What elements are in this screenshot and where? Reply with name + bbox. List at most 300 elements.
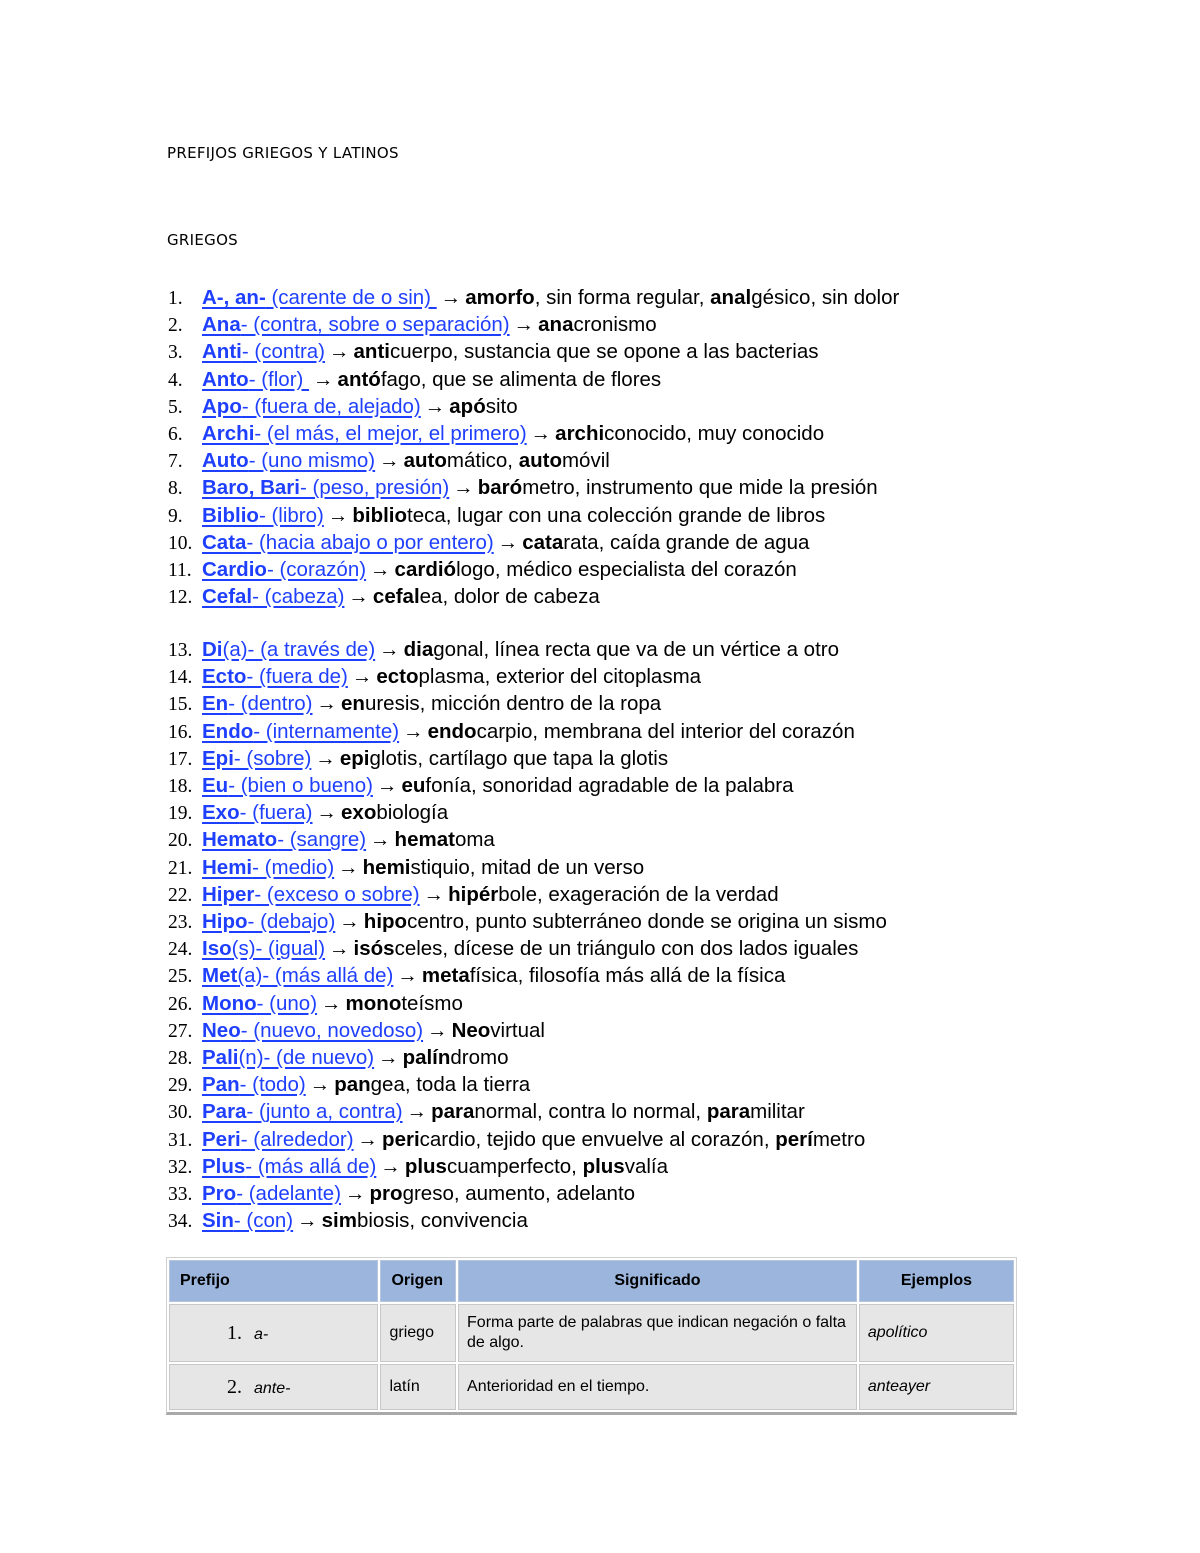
prefix-meaning: - (adelante) bbox=[236, 1182, 342, 1205]
arrow-icon: → bbox=[424, 394, 446, 418]
example-rest: carpio, membrana del interior del corazón bbox=[476, 719, 855, 743]
example-root: en bbox=[341, 692, 365, 716]
arrow-icon: → bbox=[327, 503, 349, 527]
prefix-meaning: - (con) bbox=[233, 1209, 294, 1233]
example-rest: dromo bbox=[450, 1046, 509, 1069]
example-root: meta bbox=[421, 964, 470, 988]
example-text bbox=[354, 937, 859, 960]
prefix-link[interactable] bbox=[202, 1046, 374, 1069]
prefix-link[interactable] bbox=[202, 286, 437, 309]
item-number: 27. bbox=[168, 1020, 193, 1042]
example-rest-2: gésico, sin dolor bbox=[751, 286, 900, 309]
arrow-icon: → bbox=[513, 313, 535, 337]
item-number: 17. bbox=[168, 748, 193, 770]
example-rest-2: móvil bbox=[561, 449, 610, 473]
arrow-icon: → bbox=[406, 1100, 428, 1124]
example-root: auto bbox=[403, 449, 447, 473]
item-number: 18. bbox=[168, 776, 193, 797]
example-root-2: auto bbox=[518, 449, 562, 473]
example-text bbox=[431, 1100, 805, 1123]
example-rest-2: militar bbox=[750, 1100, 805, 1124]
list-item bbox=[168, 1126, 865, 1153]
prefix-term: A-, an- bbox=[202, 286, 266, 309]
prefix-meaning: - (contra, sobre o separación) bbox=[240, 313, 510, 337]
prefix-link[interactable] bbox=[202, 937, 325, 960]
prefix-meaning: - (cabeza) bbox=[252, 585, 345, 609]
example-rest: celes, dícese de un triángulo con dos lados iguales bbox=[394, 937, 859, 961]
arrow-icon: → bbox=[297, 1209, 318, 1233]
example-root: cata bbox=[522, 530, 564, 554]
prefix-term: Anti bbox=[202, 340, 242, 364]
item-number: 25. bbox=[168, 966, 193, 988]
prefix-meaning: - (peso, presión) bbox=[299, 476, 450, 500]
prefix-link[interactable] bbox=[202, 774, 373, 797]
example-text bbox=[354, 340, 819, 363]
example-text bbox=[465, 286, 899, 309]
prefix-link[interactable] bbox=[202, 910, 335, 933]
prefix-cell bbox=[169, 1364, 378, 1410]
example-rest: metro, instrumento que mide la presión bbox=[522, 476, 878, 500]
example-rest: logo, médico especialista del corazón bbox=[456, 558, 797, 581]
item-number: 29. bbox=[168, 1075, 193, 1097]
item-number: 32. bbox=[168, 1156, 193, 1178]
prefix-meaning: - (contra) bbox=[241, 340, 326, 364]
prefix-term: Cefal bbox=[202, 585, 253, 609]
section-heading: GRIEGOS bbox=[167, 231, 238, 249]
list-item bbox=[168, 338, 818, 365]
arrow-icon: → bbox=[351, 665, 373, 689]
arrow-icon: → bbox=[329, 340, 350, 364]
list-item bbox=[168, 420, 824, 447]
example-root-2: anal bbox=[710, 286, 752, 309]
prefix-link[interactable] bbox=[202, 531, 494, 554]
prefix-link[interactable] bbox=[202, 368, 309, 391]
prefix-meaning: - (uno mismo) bbox=[248, 449, 376, 473]
example-text bbox=[376, 665, 701, 688]
item-number: 21. bbox=[168, 857, 193, 879]
example-text bbox=[395, 828, 495, 851]
example-rest: , sin forma regular, bbox=[534, 286, 711, 309]
example-root: cefal bbox=[372, 585, 420, 609]
example-rest-2: metro bbox=[812, 1127, 866, 1151]
prefix-cell bbox=[169, 1304, 378, 1362]
header-origin: Origen bbox=[380, 1260, 456, 1302]
example-root: plus bbox=[404, 1154, 447, 1178]
prefix-term: Hemi bbox=[202, 855, 253, 879]
example-root-2: plus bbox=[582, 1154, 625, 1178]
example-root: palín bbox=[402, 1046, 451, 1069]
prefix-link[interactable] bbox=[202, 1209, 293, 1232]
prefix-meaning: (n)- (de nuevo) bbox=[238, 1046, 375, 1069]
table-row bbox=[169, 1304, 1014, 1362]
item-number: 8. bbox=[168, 478, 183, 500]
item-number: 12. bbox=[168, 587, 193, 609]
example-text bbox=[334, 1073, 530, 1096]
example-root: exo bbox=[341, 801, 377, 825]
example-root: pro bbox=[369, 1182, 403, 1205]
prefix-link[interactable] bbox=[202, 1100, 403, 1123]
item-number: 28. bbox=[168, 1048, 193, 1069]
prefix-term: Hemato bbox=[202, 828, 278, 852]
prefix-meaning: (a)- (más allá de) bbox=[237, 964, 394, 988]
header-examples: Ejemplos bbox=[859, 1260, 1014, 1302]
arrow-icon: → bbox=[329, 937, 350, 961]
header-prefix: Prefijo bbox=[169, 1260, 378, 1302]
prefix-link[interactable] bbox=[202, 1155, 376, 1178]
prefix-meaning: - (alrededor) bbox=[240, 1127, 354, 1151]
example-rest: normal, contra lo normal, bbox=[474, 1100, 707, 1124]
example-root: cardió bbox=[394, 558, 457, 581]
row-number: 1. bbox=[227, 1321, 242, 1344]
list-item bbox=[168, 908, 887, 935]
example-root: eu bbox=[401, 774, 426, 797]
list-item bbox=[168, 990, 463, 1017]
table-row bbox=[169, 1364, 1014, 1410]
example-text bbox=[405, 1155, 668, 1178]
item-number: 16. bbox=[168, 721, 193, 743]
table-header-row bbox=[169, 1260, 1014, 1302]
example-rest: física, filosofía más allá de la física bbox=[469, 964, 786, 988]
example-root: endo bbox=[427, 719, 477, 743]
prefix-link[interactable] bbox=[202, 585, 344, 608]
example-root: antó bbox=[337, 367, 381, 391]
example-text bbox=[352, 504, 825, 527]
prefix-term: Epi bbox=[202, 746, 234, 770]
prefix-term: Di bbox=[202, 638, 223, 661]
prefix-term: Pro bbox=[202, 1182, 237, 1205]
example-text bbox=[538, 313, 657, 336]
arrow-icon: → bbox=[530, 422, 552, 445]
list-item bbox=[168, 311, 657, 338]
prefix-link[interactable] bbox=[202, 1019, 423, 1042]
origin-cell: griego bbox=[380, 1304, 456, 1362]
example-rest: cuamperfecto, bbox=[446, 1154, 583, 1178]
example-cell: anteayer bbox=[859, 1364, 1014, 1410]
prefix-link[interactable] bbox=[202, 964, 393, 987]
list-item bbox=[168, 393, 518, 420]
example-root: hemat bbox=[394, 828, 455, 852]
prefix-meaning: - (más allá de) bbox=[245, 1154, 377, 1178]
example-rest: fago, que se alimenta de flores bbox=[380, 367, 662, 391]
list-item bbox=[168, 1207, 528, 1234]
example-root-2: para bbox=[706, 1100, 751, 1124]
prefix-term: Eu bbox=[202, 774, 229, 797]
prefix-table bbox=[166, 1257, 1017, 1415]
example-root: pan bbox=[334, 1073, 371, 1097]
list-item bbox=[168, 663, 701, 690]
prefix-link[interactable] bbox=[202, 504, 324, 527]
arrow-icon: → bbox=[403, 719, 424, 743]
item-number: 24. bbox=[168, 939, 193, 961]
example-root-2: perí bbox=[775, 1127, 813, 1151]
prefix-link[interactable] bbox=[202, 340, 325, 363]
example-root: baró bbox=[477, 476, 523, 500]
list-item bbox=[168, 826, 495, 853]
prefix-meaning: - (debajo) bbox=[247, 910, 336, 933]
prefix-term: Apo bbox=[202, 394, 242, 418]
example-text bbox=[340, 747, 668, 770]
prefix-term: Met bbox=[202, 964, 238, 988]
prefix-meaning: - (fuera) bbox=[239, 801, 313, 825]
list-item bbox=[168, 1017, 545, 1044]
example-text bbox=[401, 774, 793, 797]
item-number: 20. bbox=[168, 830, 193, 852]
example-rest: sito bbox=[485, 394, 518, 418]
prefix-term: Anto bbox=[202, 367, 249, 391]
example-rest-2: valía bbox=[624, 1154, 669, 1178]
example-rest: glotis, cartílago que tapa la glotis bbox=[369, 746, 669, 770]
example-text bbox=[522, 531, 809, 554]
list-item bbox=[168, 799, 448, 826]
item-number: 2. bbox=[168, 315, 183, 337]
arrow-icon: → bbox=[379, 449, 400, 473]
prefix-meaning: - (exceso o sobre) bbox=[254, 882, 420, 906]
arrow-icon: → bbox=[380, 1154, 401, 1178]
example-text bbox=[478, 476, 878, 499]
example-rest: biología bbox=[376, 801, 449, 825]
example-text bbox=[422, 964, 785, 987]
example-rest: biosis, convivencia bbox=[356, 1209, 528, 1233]
example-text bbox=[449, 395, 517, 418]
list-item bbox=[168, 502, 825, 529]
prefix-term: En bbox=[202, 692, 229, 716]
prefix-link[interactable] bbox=[202, 422, 527, 445]
prefix-link[interactable] bbox=[202, 558, 366, 581]
item-number: 23. bbox=[168, 912, 193, 933]
arrow-icon: → bbox=[453, 476, 474, 500]
example-rest: fonía, sonoridad agradable de la palabra bbox=[425, 774, 794, 797]
prefix-meaning: - (nuevo, novedoso) bbox=[240, 1018, 424, 1042]
example-text bbox=[322, 1209, 528, 1232]
prefix-term: Sin bbox=[202, 1209, 234, 1233]
example-root: Neo bbox=[451, 1018, 491, 1042]
list-item bbox=[168, 1071, 530, 1098]
example-root: peri bbox=[382, 1127, 420, 1151]
item-number: 33. bbox=[168, 1184, 193, 1205]
example-root: ecto bbox=[376, 665, 419, 689]
prefix-meaning: - (todo) bbox=[239, 1073, 306, 1097]
example-text bbox=[395, 558, 797, 581]
arrow-icon: → bbox=[313, 367, 334, 391]
prefix-term: Plus bbox=[202, 1154, 246, 1178]
list-item bbox=[168, 474, 878, 501]
prefix-link[interactable] bbox=[202, 665, 348, 688]
item-number: 10. bbox=[168, 532, 193, 554]
prefix-link[interactable] bbox=[202, 856, 334, 879]
arrow-icon: → bbox=[315, 746, 336, 770]
origin-cell: latín bbox=[380, 1364, 456, 1410]
arrow-icon: → bbox=[376, 774, 398, 797]
item-number: 9. bbox=[168, 505, 183, 527]
item-number: 11. bbox=[168, 560, 192, 581]
example-rest: bole, exageración de la verdad bbox=[498, 882, 779, 906]
example-root: apó bbox=[449, 394, 486, 418]
prefix-link[interactable] bbox=[202, 747, 311, 770]
item-number: 1. bbox=[168, 288, 183, 309]
list-item bbox=[168, 556, 797, 583]
prefix-meaning: - (libro) bbox=[258, 503, 324, 527]
example-text bbox=[341, 692, 661, 715]
prefix-link[interactable] bbox=[202, 1182, 341, 1205]
prefix-meaning: - (sangre) bbox=[277, 828, 367, 852]
arrow-icon: → bbox=[357, 1127, 379, 1151]
prefix-text: a- bbox=[254, 1325, 269, 1343]
prefix-term: Hiper bbox=[202, 882, 255, 906]
list-item bbox=[168, 881, 779, 908]
prefix-link[interactable] bbox=[202, 1128, 354, 1151]
prefix-term: Cata bbox=[202, 530, 247, 554]
prefix-link[interactable] bbox=[202, 1073, 306, 1096]
prefix-meaning: - (dentro) bbox=[228, 692, 313, 716]
prefix-link[interactable] bbox=[202, 692, 313, 715]
prefix-meaning: - (uno) bbox=[256, 991, 318, 1015]
meaning-cell: Forma parte de palabras que indican negación o falta de algo. bbox=[458, 1304, 857, 1362]
example-root: epi bbox=[339, 746, 370, 770]
prefix-meaning: - (junto a, contra) bbox=[246, 1100, 403, 1124]
example-rest: mático, bbox=[446, 449, 519, 473]
example-root: mono bbox=[345, 991, 402, 1015]
example-text bbox=[555, 422, 824, 445]
prefix-link[interactable] bbox=[202, 395, 421, 418]
arrow-icon: → bbox=[370, 558, 391, 581]
arrow-icon: → bbox=[348, 585, 369, 609]
item-number: 15. bbox=[168, 694, 193, 716]
prefix-meaning: - (bien o bueno) bbox=[228, 774, 373, 797]
example-text bbox=[341, 801, 448, 824]
example-root: archi bbox=[555, 422, 605, 445]
item-number: 30. bbox=[168, 1102, 193, 1124]
arrow-icon: → bbox=[345, 1182, 366, 1205]
prefix-link[interactable] bbox=[202, 992, 317, 1015]
list-item bbox=[168, 1098, 805, 1125]
arrow-icon: → bbox=[440, 286, 462, 309]
example-root: hipo bbox=[363, 910, 408, 933]
prefix-term: Para bbox=[202, 1100, 247, 1124]
list-item bbox=[168, 1153, 668, 1180]
arrow-icon: → bbox=[316, 692, 338, 716]
prefix-text: ante- bbox=[254, 1379, 291, 1397]
arrow-icon: → bbox=[316, 801, 338, 825]
list-item bbox=[168, 636, 839, 663]
item-number: 26. bbox=[168, 993, 193, 1015]
list-item bbox=[168, 962, 785, 989]
meaning-cell: Anterioridad en el tiempo. bbox=[458, 1364, 857, 1410]
prefix-meaning: (carente de o sin) bbox=[265, 286, 437, 309]
example-root: hipér bbox=[448, 882, 499, 906]
example-text bbox=[404, 638, 839, 661]
example-rest: uresis, micción dentro de la ropa bbox=[364, 692, 662, 716]
arrow-icon: → bbox=[397, 964, 418, 988]
item-number: 3. bbox=[168, 342, 183, 364]
example-text bbox=[370, 1182, 636, 1205]
list-item bbox=[168, 583, 600, 610]
list-item bbox=[168, 366, 661, 393]
example-rest: virtual bbox=[490, 1018, 545, 1042]
prefix-link[interactable] bbox=[202, 638, 375, 661]
prefix-link[interactable] bbox=[202, 313, 510, 336]
list-item bbox=[168, 745, 668, 772]
example-rest: cardio, tejido que envuelve al corazón, bbox=[419, 1127, 776, 1151]
example-rest: gea, toda la tierra bbox=[370, 1073, 531, 1097]
example-text bbox=[346, 992, 463, 1015]
example-rest: greso, aumento, adelanto bbox=[402, 1182, 636, 1205]
item-number: 7. bbox=[168, 451, 183, 473]
prefix-link[interactable] bbox=[202, 828, 366, 851]
prefix-meaning: - (sobre) bbox=[233, 746, 312, 770]
prefix-link[interactable] bbox=[202, 449, 375, 472]
list-item bbox=[168, 772, 794, 799]
arrow-icon: → bbox=[379, 638, 400, 661]
prefix-term: Archi bbox=[202, 422, 255, 445]
example-text bbox=[428, 720, 855, 743]
list-item bbox=[168, 1180, 635, 1207]
example-text bbox=[373, 585, 600, 608]
prefix-term: Pan bbox=[202, 1073, 240, 1097]
prefix-term: Iso bbox=[202, 937, 232, 961]
item-number: 34. bbox=[168, 1211, 193, 1233]
example-text bbox=[448, 883, 779, 906]
prefix-link[interactable] bbox=[202, 720, 399, 743]
example-root: anti bbox=[353, 340, 390, 364]
example-rest: teca, lugar con una colección grande de libros bbox=[407, 503, 826, 527]
prefix-link[interactable] bbox=[202, 883, 420, 906]
example-rest: rata, caída grande de agua bbox=[563, 530, 810, 554]
prefix-meaning: - (internamente) bbox=[253, 719, 400, 743]
item-number: 4. bbox=[168, 369, 183, 391]
prefix-meaning: - (medio) bbox=[252, 855, 335, 879]
prefix-term: Ecto bbox=[202, 665, 247, 689]
example-text bbox=[364, 910, 887, 933]
example-rest: ea, dolor de cabeza bbox=[419, 585, 600, 609]
arrow-icon: → bbox=[427, 1018, 448, 1042]
example-rest: teísmo bbox=[401, 991, 463, 1015]
example-text bbox=[338, 368, 662, 391]
example-cell: apolítico bbox=[859, 1304, 1014, 1362]
arrow-icon: → bbox=[423, 882, 445, 906]
row-number: 2. bbox=[227, 1375, 242, 1398]
arrow-icon: → bbox=[338, 855, 359, 879]
prefix-term: Exo bbox=[202, 801, 240, 825]
prefix-meaning: - (fuera de, alejado) bbox=[241, 394, 421, 418]
item-number: 22. bbox=[168, 884, 193, 906]
example-root: para bbox=[431, 1100, 475, 1124]
prefix-link[interactable] bbox=[202, 801, 313, 824]
prefix-meaning: - (flor) bbox=[248, 367, 310, 391]
prefix-term: Pali bbox=[202, 1046, 239, 1069]
list-item bbox=[168, 690, 661, 717]
example-rest: cronismo bbox=[573, 313, 657, 337]
example-rest: cuerpo, sustancia que se opone a las bacterias bbox=[389, 340, 819, 364]
prefix-term: Hipo bbox=[202, 910, 248, 933]
list-item bbox=[168, 284, 899, 311]
arrow-icon: → bbox=[370, 828, 391, 852]
arrow-icon: → bbox=[497, 530, 519, 554]
item-number: 14. bbox=[168, 667, 193, 689]
list-item bbox=[168, 529, 809, 556]
list-item bbox=[168, 447, 610, 474]
example-root: dia bbox=[403, 638, 434, 661]
page-title: PREFIJOS GRIEGOS Y LATINOS bbox=[167, 144, 399, 162]
item-number: 19. bbox=[168, 803, 193, 825]
item-number: 13. bbox=[168, 640, 193, 661]
prefix-term: Cardio bbox=[202, 558, 267, 581]
prefix-term: Mono bbox=[202, 991, 257, 1015]
arrow-icon: → bbox=[321, 991, 342, 1015]
list-item bbox=[168, 854, 644, 881]
prefix-link[interactable] bbox=[202, 476, 449, 499]
item-number: 31. bbox=[168, 1129, 193, 1151]
list-item bbox=[168, 718, 855, 745]
